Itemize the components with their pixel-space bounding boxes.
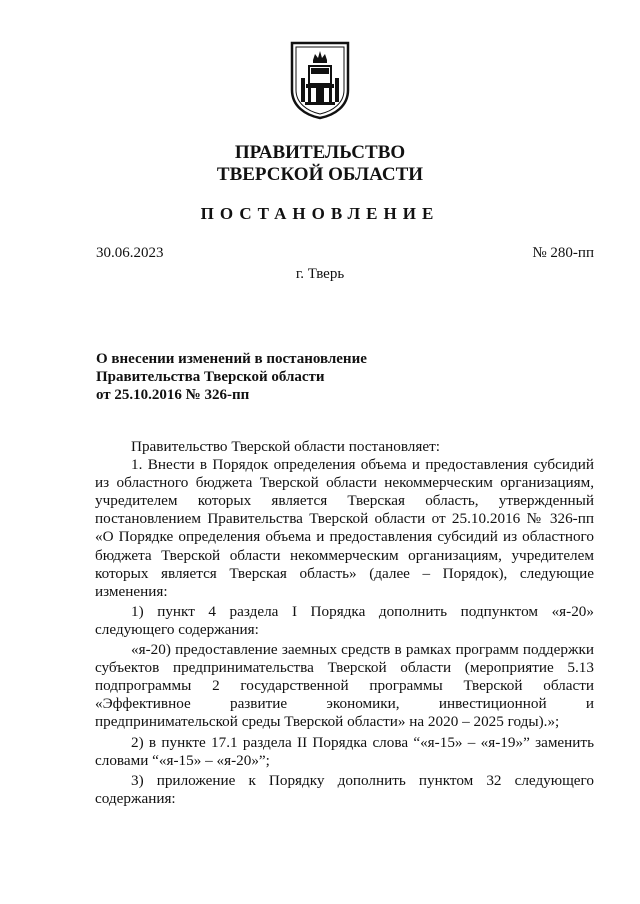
paragraph-1-1: 1) пункт 4 раздела I Порядка дополнить подпунктом «я-20» следующего содержания: xyxy=(95,602,594,638)
organization-name-line2: ТВЕРСКОЙ ОБЛАСТИ xyxy=(216,164,424,185)
document-body xyxy=(95,438,594,808)
document-title xyxy=(96,350,367,404)
document-type: ПОСТАНОВЛЕНИЕ xyxy=(200,204,440,223)
paragraph-quote: «я-20) предоставление заемных средств в рамках программ поддержки субъектов предпринимательства Тверской области (мероприятие 5.13 подпрограммы 2 государственной программы Тверской области «Эффективное развитие экономики, инвестиционной и предпринимательской среды Тверской области» на 2020 – 2025 годы).»; xyxy=(95,641,594,731)
document-number: № 280-пп xyxy=(532,245,594,261)
tver-coat-of-arms-icon xyxy=(289,40,351,120)
document-date: 30.06.2023 xyxy=(96,245,164,261)
paragraph-1-2: 2) в пункте 17.1 раздела II Порядка слова “«я-15» – «я-19»” заменить словами “«я-15» – «я-20»”; xyxy=(95,733,594,769)
title-line3: от 25.10.2016 № 326-пп xyxy=(96,387,250,403)
paragraph-1: 1. Внести в Порядок определения объема и предоставления субсидий из областного бюджета Тверской области некоммерческим организациям, учредителем которых является Тверская область, утвержденный постановлением Правительства Тверской области от 25.10.2016 № 326-пп «О Порядке определения объема и предоставления субсидий из областного бюджета Тверской области некоммерческим организациям, учредителем которых является Тверская область» (далее – Порядок), следующие изменения: xyxy=(95,456,594,600)
paragraph-intro: Правительство Тверской области постановляет: xyxy=(131,438,440,455)
title-line1: О внесении изменений в постановление xyxy=(96,351,367,367)
title-line2: Правительства Тверской области xyxy=(96,369,325,385)
document-city: г. Тверь xyxy=(295,266,345,282)
organization-name-line1: ПРАВИТЕЛЬСТВО xyxy=(234,142,406,163)
paragraph-1-3: 3) приложение к Порядку дополнить пунктом 32 следующего содержания: xyxy=(95,771,594,807)
